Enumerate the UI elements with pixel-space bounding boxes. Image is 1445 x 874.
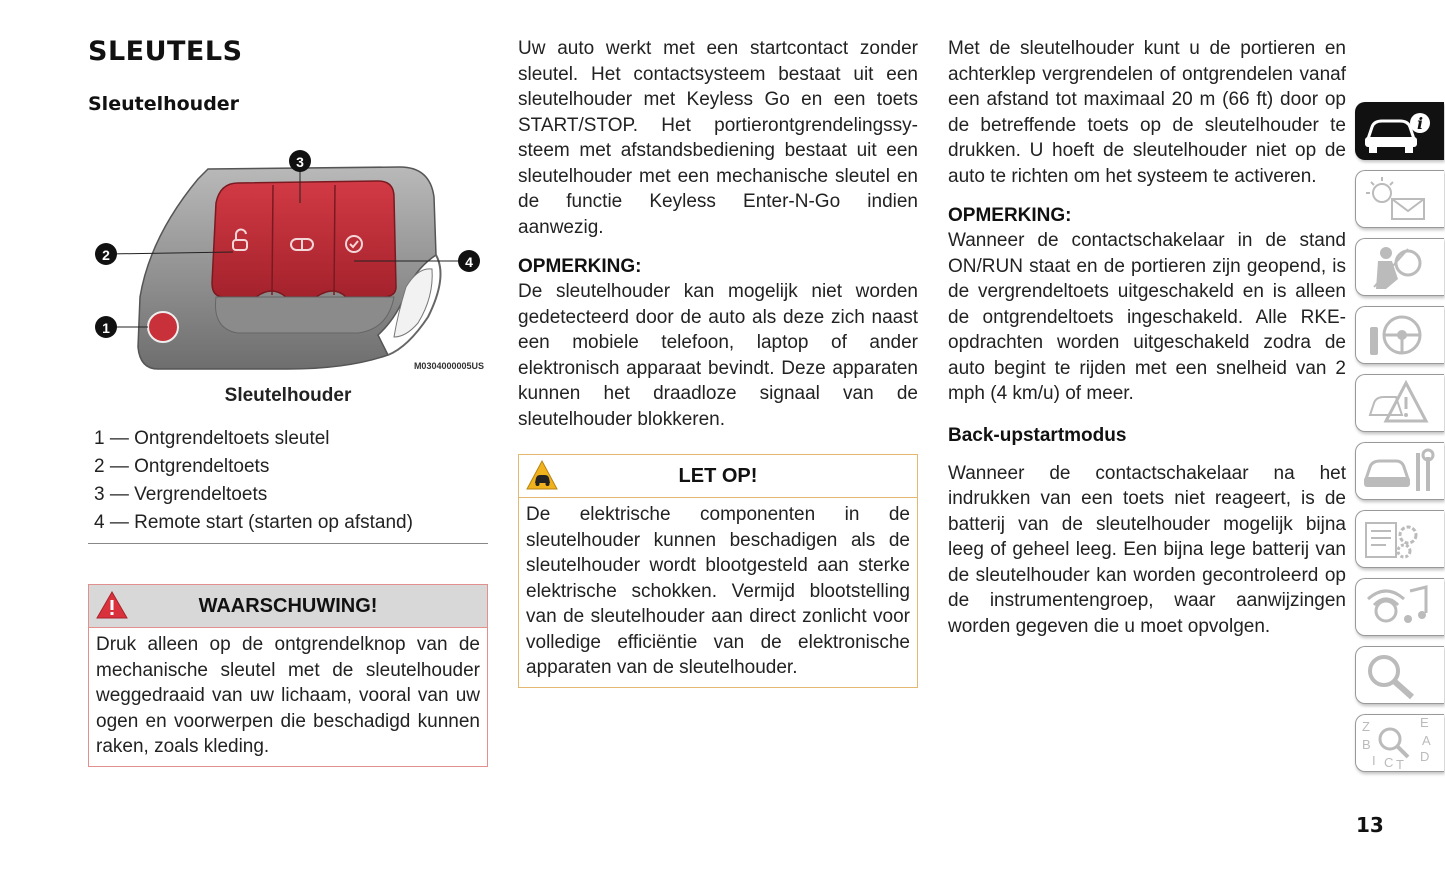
note-heading: OPMERKING: (518, 256, 642, 277)
warning-text: Druk alleen op de ontgrendelknop van de mechanische sleutel met de sleutelhouder weggedraaid van uw lichaam, vooral van uw ogen en voorwerpen die beschadigd kunnen raken, zoals kleding. (96, 634, 480, 757)
note-heading: OPMERKING: (948, 205, 1072, 226)
svg-text:B: B (1362, 737, 1371, 752)
backup-start-text: Wanneer de contactschakelaar na het indrukken van een toets niet reageert, is de batterij van de sleutelhouder mogelijk bijna leeg of geheel leeg. Een bijna lege batterij van de sleutelhouder kan worden gecontroleerd op de instrumentengroep, waar aanwijzingen worden gegeven die u moet opvolgen. (948, 462, 1346, 637)
svg-text:A: A (1422, 733, 1431, 748)
callout-4: 4 (465, 254, 473, 270)
tab-specifications[interactable] (1355, 510, 1444, 568)
svg-text:i: i (1416, 114, 1424, 133)
note-text: De sleutelhouder kan mogelijk niet worden gedetecteerd door de auto als deze zich naast een mobiele telefoon, laptop of ander elektronisch apparaat bevindt. Deze apparaten kunnen het draadloze signaal van de sleutelhouder blokkeren. (518, 281, 918, 430)
svg-text:T: T (1396, 757, 1404, 771)
tab-controls[interactable] (1355, 306, 1444, 364)
svg-text:E: E (1420, 715, 1429, 730)
callout-3: 3 (296, 154, 304, 170)
dashboard-lights-message-icon (1356, 171, 1444, 227)
tab-service[interactable] (1355, 442, 1444, 500)
note-text: Wanneer de contactschakelaar in de stand ON/RUN staat en de portieren zijn geopend, is de vergrendeltoets uitgeschakeld en is alleen de ontgrendeltoets ingeschakeld. Alle RKE-opdrachten worden uitgeschakeld zodra de auto begint te rijden met een snelheid van 2 mph (4 km/u) of meer. (948, 230, 1346, 404)
warning-header (89, 585, 487, 628)
range-paragraph: Met de sleutelhouder kunt u de portieren en achterklep vergrendelen of ontgrendelen vanaf een afstand tot maximaal 20 m (66 ft) door op de betreffende toets op de sleutelhouder te drukken. U hoeft de sleutelhouder niet op de auto te richten om het systeem te activeren. (948, 38, 1346, 187)
callout-2: 2 (102, 247, 110, 263)
car-service-tools-icon (1356, 443, 1444, 499)
key-fob-figure (88, 137, 488, 377)
backup-start-heading: Back-upstartmodus (948, 424, 1127, 446)
tab-dashboard[interactable] (1355, 170, 1444, 228)
page-number: 13 (1356, 813, 1384, 837)
column-middle (518, 36, 918, 688)
tab-index[interactable] (1355, 714, 1444, 772)
tab-safety[interactable] (1355, 238, 1444, 296)
tab-multimedia[interactable] (1355, 578, 1444, 636)
tab-search[interactable] (1355, 646, 1444, 704)
column-right (948, 36, 1346, 639)
column-left (88, 36, 488, 767)
figure-legend (88, 425, 488, 544)
steering-wheel-icon (1356, 307, 1444, 363)
legend-item: 4 — Remote start (starten op afstand) (94, 512, 413, 533)
intro-paragraph: Uw auto werkt met een startcontact zonder sleutel. Het contactsysteem bestaat uit een sleutelhouder met Keyless Go en een toets START/STOP. Het portierontgrendelingssysteem met afstandsbediening bestaat uit een sleutelhouder met een mechanische sleutel en de functie Keyless Enter-N-Go indien aanwezig. (518, 38, 918, 238)
figure-code: M0304000005US (413, 361, 484, 371)
caution-text: De elektrische componenten in de sleutelhouder kunnen beschadigen als de sleutelhouder wordt blootgesteld aan sterke elektrische schokken. Vermijd blootstelling van de sleutelhouder aan direct zonlicht voor volledige efficiëntie van de elektronische apparaten van de sleutelhouder. (526, 504, 910, 678)
multimedia-icon (1356, 579, 1444, 635)
tab-emergency[interactable] (1355, 374, 1444, 432)
warning-triangle-icon (1356, 375, 1444, 431)
section-subheading: Sleutelhouder (88, 93, 240, 115)
caution-title: LET OP! (678, 465, 758, 487)
legend-item: 2 — Ontgrendeltoets (94, 456, 270, 477)
svg-text:C: C (1384, 755, 1394, 770)
car-info-icon (1356, 103, 1444, 159)
legend-item: 1 — Ontgrendeltoets sleutel (94, 428, 330, 449)
specifications-gear-icon (1356, 511, 1444, 567)
warning-title: WAARSCHUWING! (198, 595, 378, 617)
caution-box (518, 454, 918, 688)
legend-item: 3 — Vergrendeltoets (94, 484, 268, 505)
warning-box (88, 584, 488, 767)
svg-text:I: I (1372, 753, 1376, 768)
index-alphabet-icon (1356, 715, 1444, 771)
key-fob-illustration (88, 137, 488, 377)
svg-text:Z: Z (1362, 719, 1370, 734)
caution-header (519, 455, 917, 498)
page-title: SLEUTELS (88, 36, 243, 67)
tab-car-info[interactable] (1355, 102, 1444, 160)
figure-caption: Sleutelhouder (224, 385, 352, 406)
callout-1: 1 (102, 320, 110, 336)
search-icon (1356, 647, 1444, 703)
airbag-safety-icon (1356, 239, 1444, 295)
svg-text:D: D (1420, 749, 1430, 764)
